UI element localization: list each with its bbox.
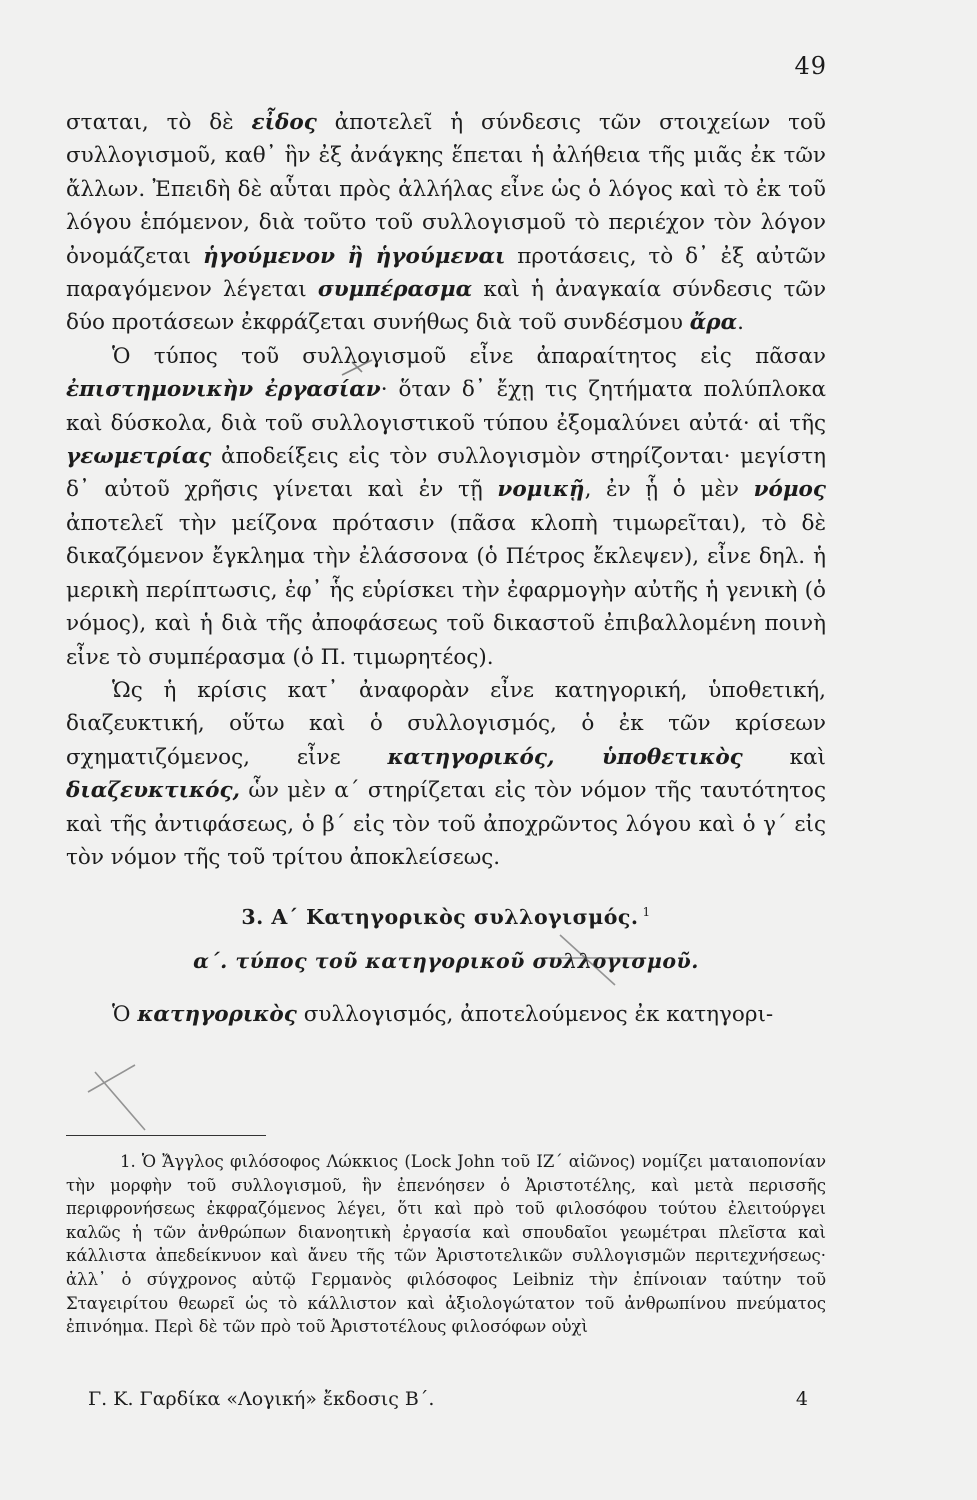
- text-run: καὶ: [742, 744, 826, 770]
- text-run: .: [737, 310, 744, 336]
- text-run: σταται, τὸ δὲ: [66, 110, 252, 135]
- emphasis: κατηγορικὸς: [137, 1001, 297, 1027]
- text-run: καὶ ἡ ἀναγκαία σύνδεσις τῶν δύο προτάσεων ἐκφράζεται συνήθως διὰ τοῦ συνδέσμου: [66, 277, 827, 336]
- text-run: , ἐν ᾗ ὁ μὲν: [584, 477, 754, 503]
- emphasis: γεωμετρίας: [66, 444, 212, 470]
- paragraph-3: [66, 674, 826, 874]
- emphasis: ἡγούμενον ἢ ἡγούμεναι: [202, 243, 506, 269]
- text-run: ἀποτελεῖ τὴν μείζονα πρότασιν (πᾶσα κλοπὴ τιμωρεῖται), τὸ δὲ δικαζόμενον ἔγκλημα τὴν ἐλάσσονα (ὁ Πέτρος ἔκλεψεν), εἶνε δηλ. ἡ μερικὴ περίπτωσις, ἐφ᾽ ἧς εὑρίσκει τὴν ἐφαρμογὴν αὐτῆς ἡ γενικὴ (ὁ νόμος), καὶ ἡ διὰ τῆς ἀποφάσεως τοῦ δικαστοῦ ἐπιβαλλομένη ποινὴ εἶνε τὸ συμπέρασμα (ὁ Π. τιμωρητέος).: [66, 510, 826, 670]
- signature-number: 4: [795, 1388, 808, 1410]
- text-run: προτάσεις, τὸ δ᾽ ἐξ αὐτῶν παραγόμενον λέγεται: [66, 243, 826, 303]
- signature-text: Γ. Κ. Γαρδίκα «Λογική» ἔκδοσις Β´.: [88, 1388, 435, 1410]
- text-run: · ὅταν δ᾽ ἔχῃ τις ζητήματα πολύπλοκα καὶ δύσκολα, διὰ τοῦ συλλογιστικοῦ τύπου ἐξομαλύνει αὐτά· αἱ τῆς: [66, 377, 826, 436]
- emphasis: νόμος: [753, 477, 826, 503]
- emphasis: διαζευκτικός,: [66, 778, 241, 804]
- text-run: Ὡς ἡ κρίσις κατ᾽ ἀναφορὰν εἶνε κατηγορική, ὑποθετική, διαζευκτική, οὕτω καὶ ὁ συλλογισμός, ὁ ἐκ τῶν κρίσεων σχηματιζόμενος, εἶνε: [66, 677, 826, 770]
- text-run: ἀποτελεῖ ἡ σύνδεσις τῶν στοιχείων τοῦ συλλογισμοῦ, καθ᾽ ἣν ἐξ ἀνάγκης ἕπεται ἡ ἀλήθεια τῆς μιᾶς ἐκ τῶν ἄλλων. Ἐπειδὴ δὲ αὗται πρὸς ἀλλήλας εἶνε ὡς ὁ λόγος καὶ τὸ ἐκ τοῦ λόγου ἑπόμενον, διὰ τοῦτο τοῦ συλλογισμοῦ τὸ περιέχον τὸν λόγον ὀνομάζεται: [66, 110, 826, 269]
- text-run: ὧν μὲν α´ στηρίζεται εἰς τὸν νόμον τῆς ταυτότητος καὶ τῆς ἀντιφάσεως, ὁ β´ εἰς τὸν τοῦ ἀποχρῶντος λόγου καὶ ὁ γ´ εἰς τὸν νόμον τῆς τοῦ τρίτου ἀποκλείσεως.: [66, 778, 826, 870]
- emphasis: νομικῇ: [497, 477, 585, 503]
- emphasis: συμπέρασμα: [317, 277, 473, 303]
- paragraph-1: [66, 106, 826, 340]
- text-run: ἀποδείξεις εἰς τὸν συλλογισμὸν στηρίζονται· μεγίστη δ᾽ αὐτοῦ χρῆσις γίνεται καὶ ἐν τῇ: [66, 444, 826, 503]
- section-heading-text: 3. Α´ Κατηγορικὸς συλλογισμός.: [241, 905, 639, 930]
- subheading: α´. τύπος τοῦ κατηγορικοῦ συλλογισμοῦ.: [193, 948, 699, 973]
- text-run: συλλογισμός, ἀποτελούμενος ἐκ κατηγορι-: [296, 1001, 774, 1027]
- signature-line: [88, 1388, 808, 1410]
- emphasis: ἄρα: [689, 310, 738, 336]
- footnote: [66, 1150, 826, 1339]
- footnote-marker: 1: [642, 905, 651, 920]
- last-paragraph: [66, 998, 826, 1031]
- footnote-text: 1. Ὁ Ἄγγλος φιλόσοφος Λώκκιος (Lock John τοῦ ΙΖ´ αἰῶνος) νομίζει ματαιοπονίαν τὴν μορφὴν τοῦ συλλογισμοῦ, ἣν ἐπενόησεν ὁ Ἀριστοτέλης, καὶ μετὰ περισσῆς περιφρονήσεως ἐκφραζόμενος λέγει, ὅτι καὶ πρὸ τοῦ φιλοσόφου τούτου ἐλειτούργει καλῶς ἡ τῶν ἀνθρώπων διανοητικὴ ἐργασία καὶ σπουδαῖοι γεωμέτραι πλεῖστα καὶ κάλλιστα ἀπεδείκνυον καὶ ἄνευ τῆς τῶν Ἀριστοτελικῶν συλλογισμῶν περιτεχνήσεως· ἀλλ᾽ ὁ σύγχρονος αὐτῷ Γερμανὸς φιλόσοφος Leibniz τὴν ἐπίνοιαν ταύτην τοῦ Σταγειρίτου θεωρεῖ ὡς τὸ κάλλιστον καὶ ἀξιολογώτατον τοῦ ἀνθρωπίνου πνεύματος ἐπινόημα. Περὶ δὲ τῶν πρὸ τοῦ Ἀριστοτέλους φιλοσόφων οὐχὶ: [66, 1152, 826, 1337]
- body-text: [66, 106, 826, 1031]
- footnote-divider: [66, 1135, 266, 1136]
- emphasis: ἐπιστημονικὴν ἐργασίαν: [66, 377, 381, 403]
- page-number: 49: [794, 52, 827, 80]
- paragraph-2: [66, 340, 826, 674]
- emphasis: κατηγορικός, ὑποθετικὸς: [387, 744, 743, 770]
- text-run: Ὁ: [112, 1001, 138, 1027]
- emphasis: εἶδος: [251, 110, 317, 135]
- text-run: Ὁ τύπος τοῦ συλλογισμοῦ εἶνε ἀπαραίτητος εἰς πᾶσαν: [112, 343, 826, 369]
- pencil-mark-3: [88, 1065, 145, 1130]
- section-heading: [66, 896, 826, 934]
